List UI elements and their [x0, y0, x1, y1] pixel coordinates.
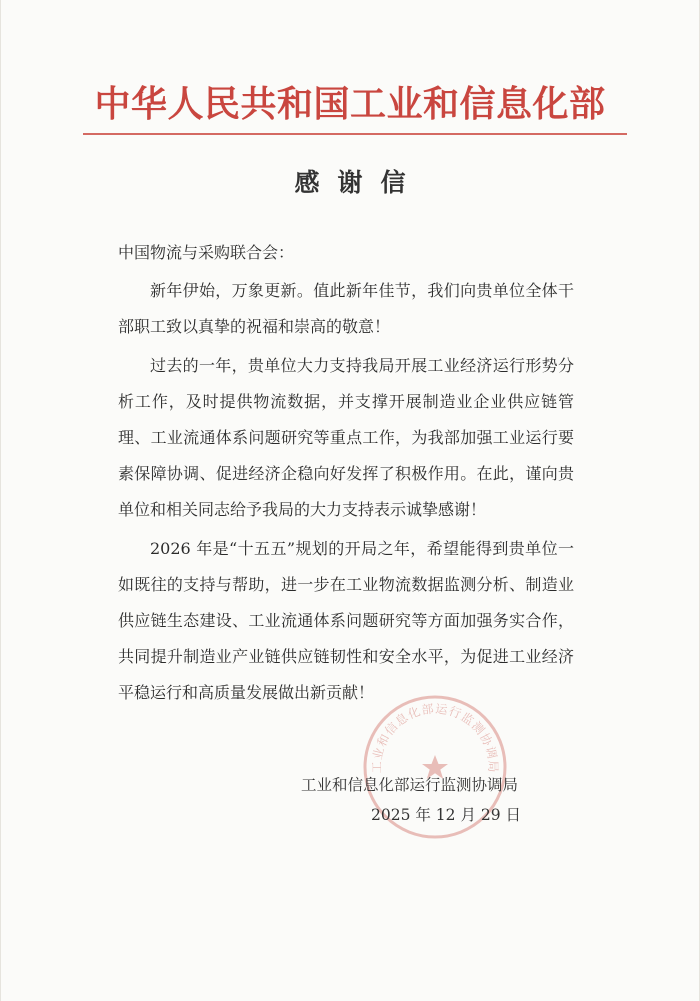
paragraph-2: 过去的一年，贵单位大力支持我局开展工业经济运行形势分析工作，及时提供物流数据，并支撑开展制造业企业供应链管理、工业流通体系问题研究等重点工作，为我部加强工业运行要素保障协调、促进经济企稳向好发挥了积极作用。在此，谨向贵单位和相关同志给予我局的大力支持表示诚挚感谢！	[118, 356, 574, 519]
letterhead-divider	[83, 133, 627, 135]
document-title: 感谢信	[294, 168, 424, 197]
letter-body	[118, 235, 574, 714]
signature-date: 2025 年 12 月 29 日	[371, 806, 522, 824]
salutation: 中国物流与采购联合会：	[118, 243, 295, 262]
signature-organization: 工业和信息化部运行监测协调局	[301, 776, 519, 794]
paragraph-3: 2026 年是“十五五”规划的开局之年，希望能得到贵单位一如既往的支持与帮助，进一步在工业物流数据监测分析、制造业供应链生态建设、工业流通体系问题研究等方面加强务实合作，共同提升制造业产业链供应链韧性和安全水平，为促进工业经济平稳运行和高质量发展做出新贡献！	[118, 539, 574, 702]
paragraph-1: 新年伊始，万象更新。值此新年佳节，我们向贵单位全体干部职工致以真挚的祝福和崇高的敬意！	[118, 281, 574, 336]
seal-text: 工业和信息化部运行监测协调局	[369, 701, 501, 774]
letterhead-title: 中华人民共和国工业和信息化部	[94, 83, 606, 125]
